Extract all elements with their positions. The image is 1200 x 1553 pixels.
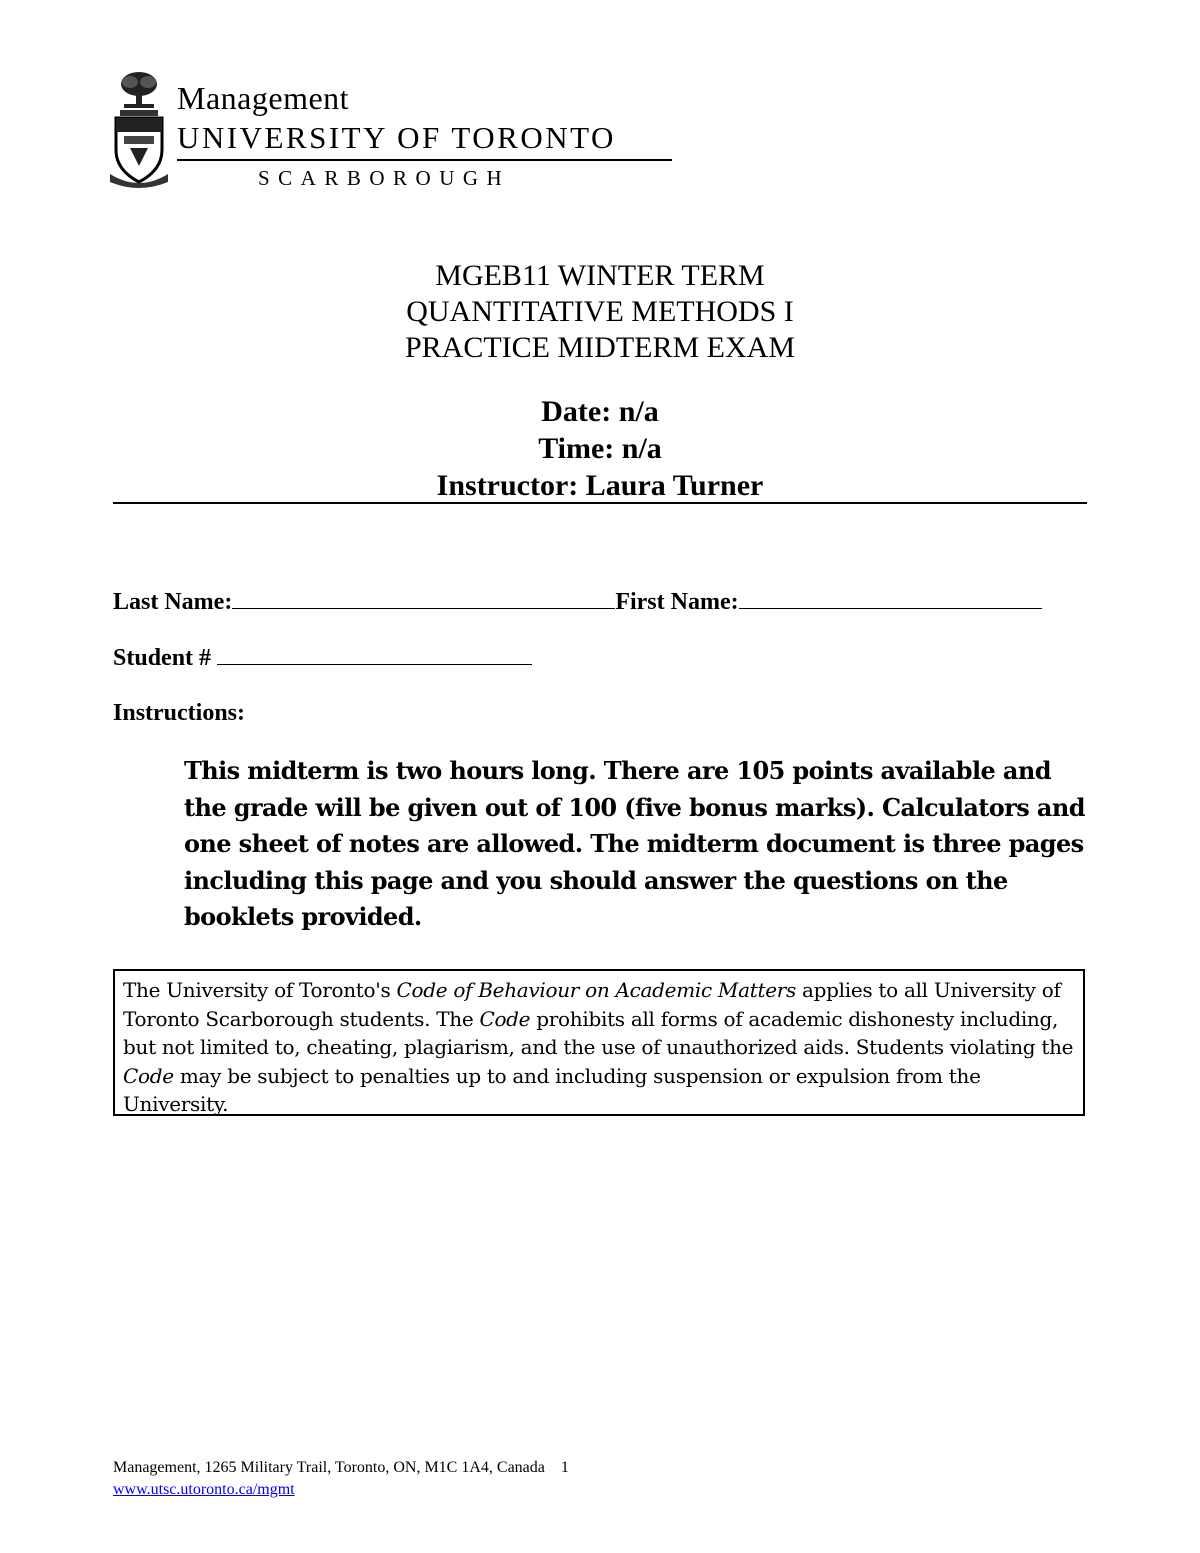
university-crest-icon [110,70,168,190]
student-number-field[interactable] [217,642,532,665]
exam-title [0,258,1200,366]
student-number-label: Student # [113,645,212,671]
exam-instructor: Instructor: Laura Turner [436,469,764,502]
footer-address: Management, 1265 Military Trail, Toronto, ON, M1C 1A4, Canada 1 [113,1459,569,1476]
first-name-field[interactable] [739,586,1042,609]
name-fields-row [113,586,1042,617]
conduct-text-4: may be subject to penalties up to and including suspension or expulsion from the University. [123,1063,981,1116]
first-name-label: First Name: [615,589,739,615]
last-name-field[interactable] [232,586,615,609]
title-subject: QUANTITATIVE METHODS I [406,295,794,328]
logo-divider [177,159,672,161]
instructions-heading: Instructions: [113,700,246,726]
academic-conduct-notice [113,969,1085,1116]
conduct-code-1: Code [479,1006,531,1031]
logo-management-text: Management [177,80,350,116]
conduct-text-1: The University of Toronto's [123,978,397,1002]
footer-website-link[interactable]: www.utsc.utoronto.ca/mgmt [113,1481,295,1498]
exam-meta [0,393,1200,504]
exam-date: Date: n/a [541,395,659,428]
title-exam: PRACTICE MIDTERM EXAM [404,331,795,364]
logo-university-text: UNIVERSITY OF TORONTO [177,120,616,155]
student-number-row [113,642,532,673]
title-course: MGEB11 WINTER TERM [435,259,765,292]
page-footer [113,1457,569,1501]
last-name-label: Last Name: [113,589,233,615]
conduct-text-3: prohibits all forms of academic dishonesty including, but not limited to, cheating, plagiarism, and the use of unauthorized aids. Students violating the [123,1006,1074,1059]
university-logo [110,70,690,195]
header-divider [113,502,1087,504]
conduct-text-2: applies to all University of Toronto Scarborough students. The [123,978,1061,1031]
conduct-code-2: Code [123,1063,174,1088]
conduct-code-title: Code of Behaviour on Academic Matters [396,978,796,1002]
exam-time: Time: n/a [538,432,662,465]
logo-campus-text: SCARBOROUGH [258,166,511,190]
instructions-text: This midterm is two hours long. There are 105 points available and the grade will be given out of 100 (five bonus marks). Calculators and one sheet of notes are allowed. The midterm document is three pages including this page and you should answer the questions on the booklets provided. [184,756,1085,931]
